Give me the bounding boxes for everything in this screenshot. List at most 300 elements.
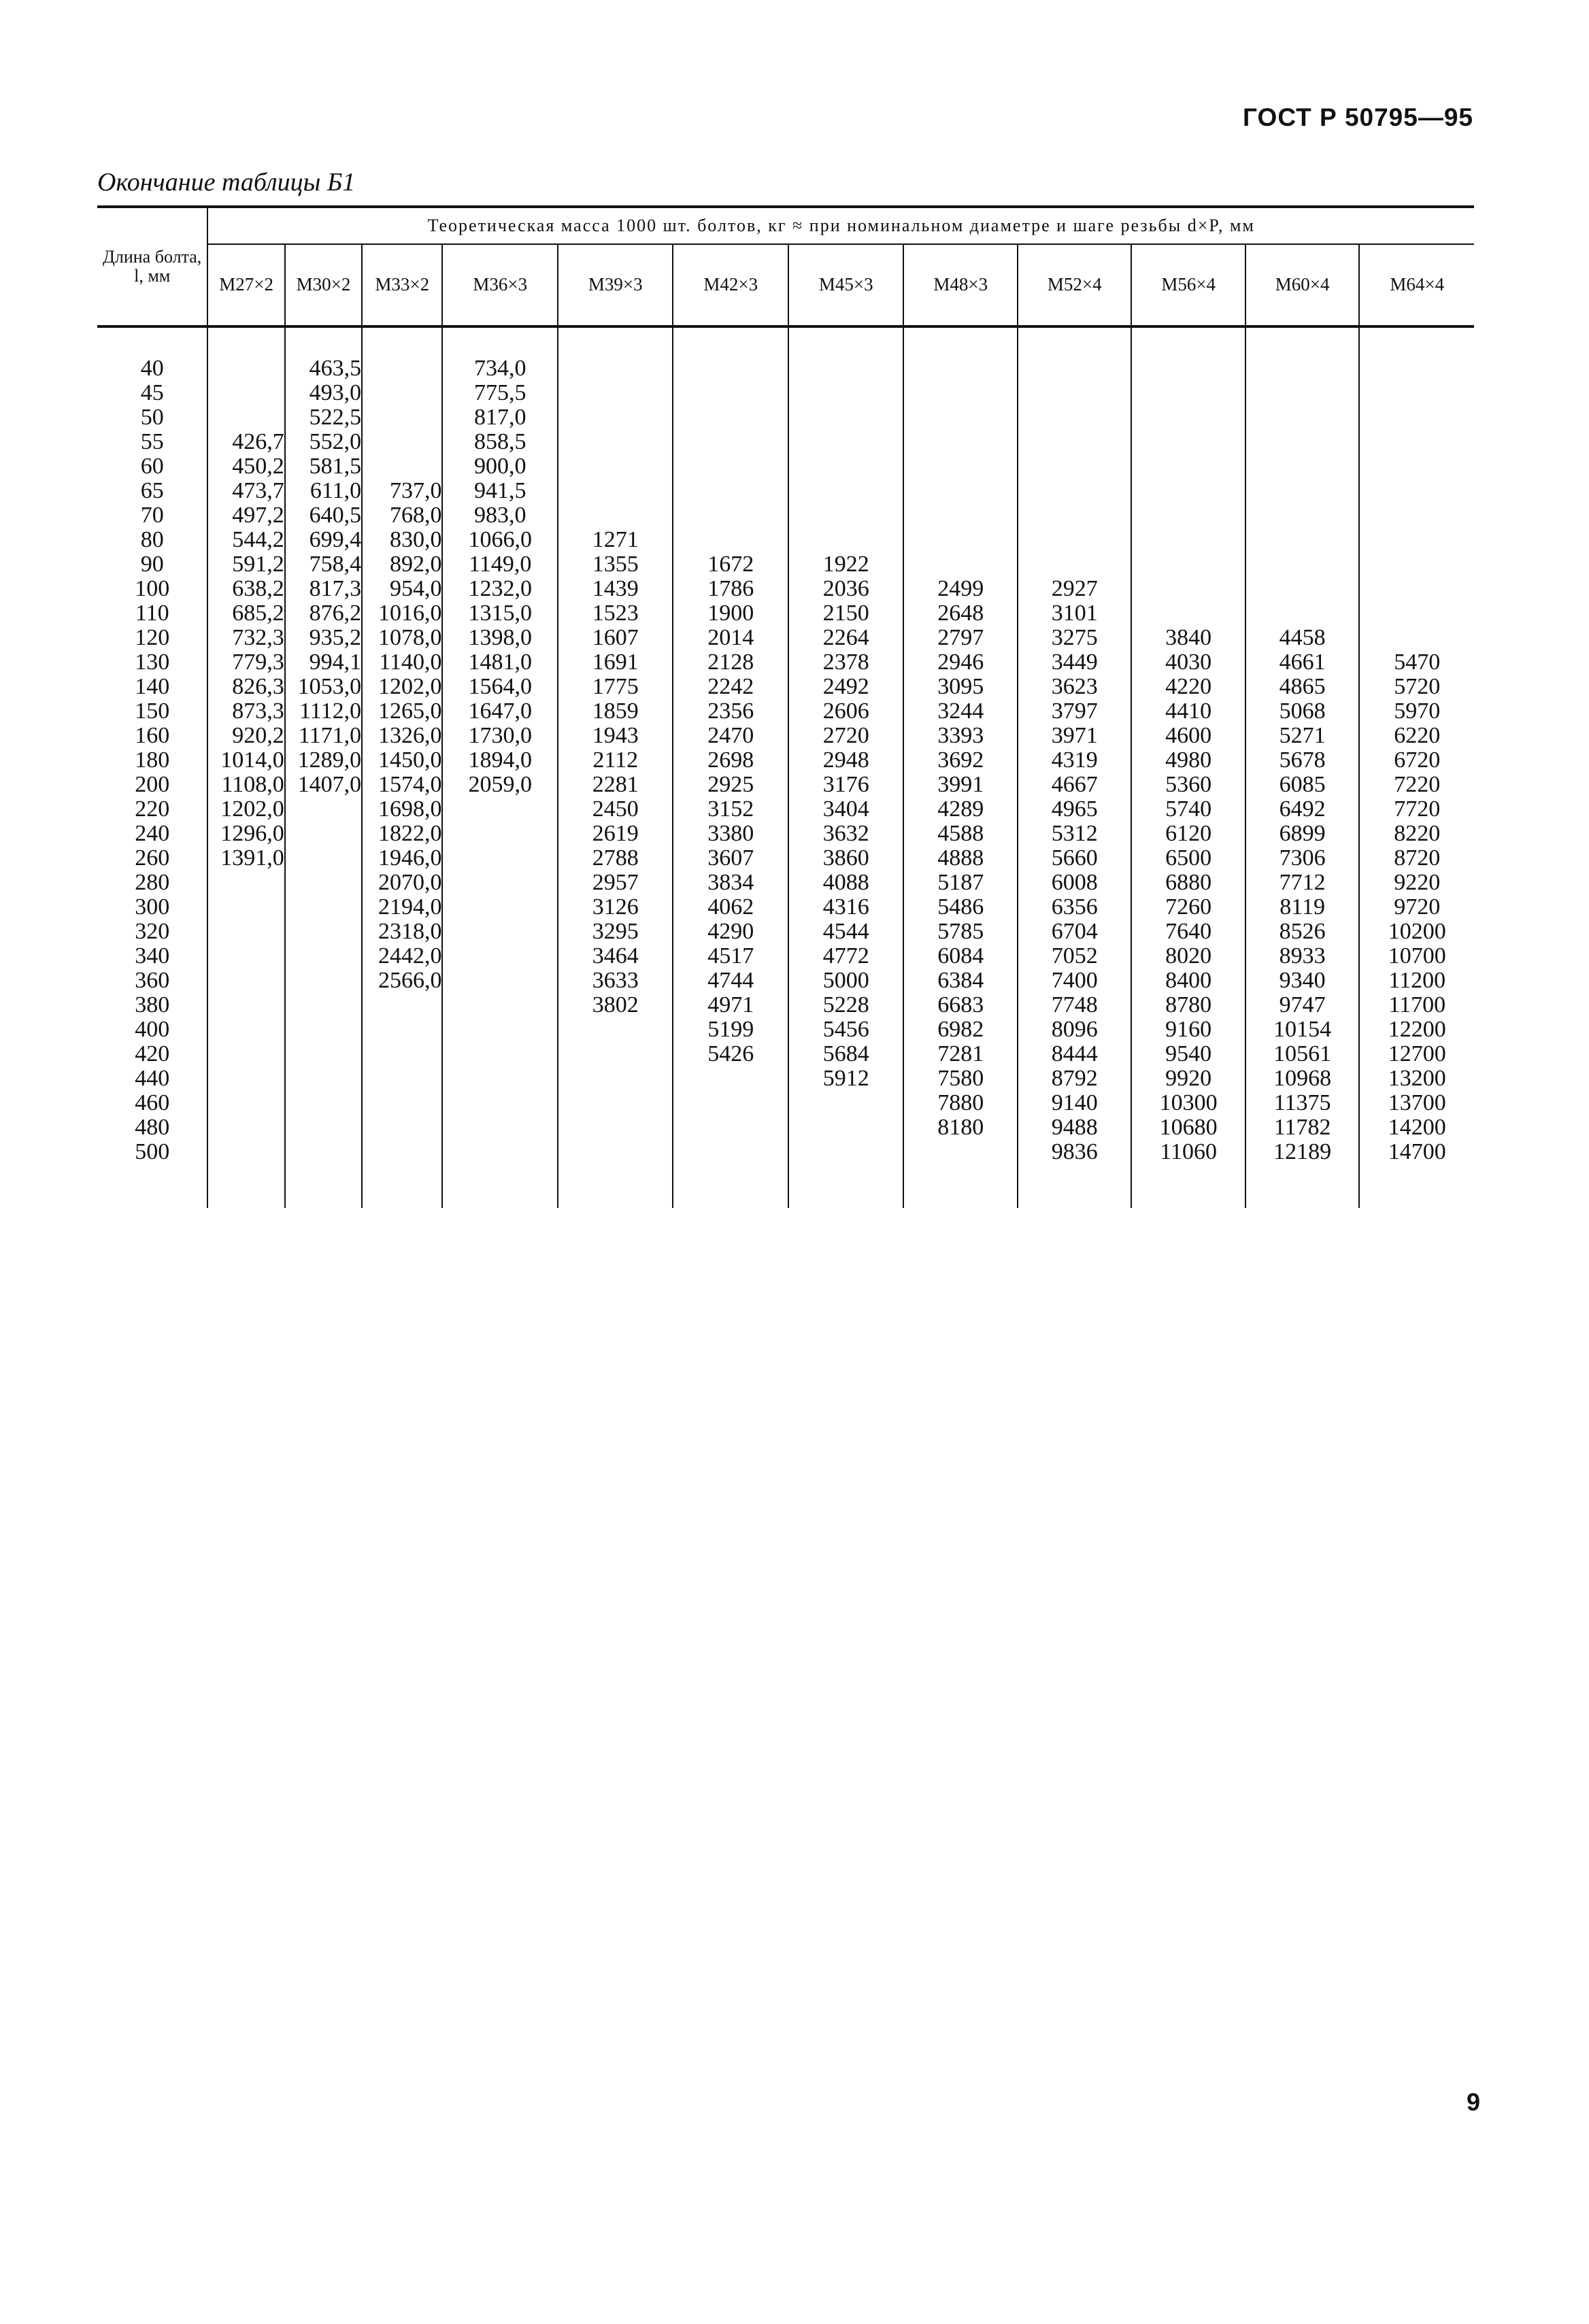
mass-cell: 1523 [558, 601, 673, 626]
table-row [97, 528, 1474, 552]
mass-cell: 7640 [1131, 920, 1245, 944]
mass-cell: 522,5 [285, 405, 362, 430]
mass-cell: 10700 [1388, 943, 1446, 969]
mass-cell: 3275 [1018, 626, 1131, 650]
mass-cell [1018, 405, 1131, 430]
mass-cell: 935,2 [285, 626, 362, 650]
mass-cell: 12700 [1388, 1041, 1446, 1066]
mass-cell: 4980 [1131, 748, 1245, 773]
mass-cell: 4544 [788, 920, 904, 944]
mass-cell: 954,0 [362, 577, 442, 601]
mass-cell: 2036 [788, 577, 904, 601]
column-header: М48×3 [903, 244, 1017, 326]
mass-cell [1131, 405, 1245, 430]
mass-cell [1131, 503, 1245, 528]
mass-cell: 2957 [558, 871, 673, 895]
mass-cell [1131, 552, 1245, 577]
mass-cell: 779,3 [207, 650, 284, 675]
mass-cell [1245, 601, 1359, 626]
mass-cell [558, 479, 673, 503]
column-header: М33×2 [362, 244, 442, 326]
mass-cell: 2128 [673, 650, 788, 675]
length-cell: 220 [97, 797, 207, 822]
table-row [97, 503, 1474, 528]
table-body [97, 326, 1474, 1208]
mass-cell [903, 479, 1017, 503]
mass-cell [673, 356, 788, 381]
mass-cell [442, 871, 558, 895]
mass-cell [285, 1042, 362, 1066]
table-spacer-row [97, 1164, 1474, 1208]
mass-cell [558, 430, 673, 454]
table-row [97, 1091, 1474, 1115]
mass-cell [558, 1066, 673, 1091]
table-row [97, 1042, 1474, 1066]
mass-cell: 2264 [788, 626, 904, 650]
mass-cell: 1202,0 [362, 675, 442, 699]
column-header: М56×4 [1131, 244, 1245, 326]
table-row [97, 626, 1474, 650]
mass-cell [1245, 405, 1359, 430]
mass-cell: 3633 [558, 969, 673, 993]
column-header: М42×3 [673, 244, 788, 326]
table-row [97, 1017, 1474, 1042]
mass-cell: 7400 [1018, 969, 1131, 993]
mass-cell [903, 528, 1017, 552]
mass-cell: 1149,0 [442, 552, 558, 577]
mass-cell [362, 381, 442, 405]
mass-cell: 5720 [1394, 674, 1441, 699]
mass-cell: 7306 [1245, 846, 1359, 871]
mass-cell: 497,2 [207, 503, 284, 528]
mass-cell [1359, 430, 1474, 454]
thread-size-header-row [97, 244, 1474, 326]
mass-cell: 4517 [673, 944, 788, 969]
mass-cell: 4588 [903, 822, 1017, 846]
mass-cell: 9720 [1394, 894, 1441, 920]
mass-cell: 3802 [558, 993, 673, 1017]
mass-cell [903, 552, 1017, 577]
mass-cell [442, 1042, 558, 1066]
mass-cell: 14700 [1388, 1139, 1446, 1164]
mass-cell [362, 1140, 442, 1164]
mass-cell [558, 1091, 673, 1115]
mass-cell [558, 1042, 673, 1066]
mass-cell [1018, 479, 1131, 503]
mass-cell [1131, 528, 1245, 552]
mass-cell [1359, 503, 1474, 528]
mass-cell: 876,2 [285, 601, 362, 626]
mass-cell [442, 1066, 558, 1091]
mass-cell: 3464 [558, 944, 673, 969]
mass-cell [788, 430, 904, 454]
mass-cell: 1672 [673, 552, 788, 577]
mass-cell: 2059,0 [442, 773, 558, 797]
mass-cell: 1140,0 [362, 650, 442, 675]
mass-cell: 6492 [1245, 797, 1359, 822]
mass-cell [558, 454, 673, 479]
mass-cell: 6899 [1245, 822, 1359, 846]
mass-cell: 5187 [903, 871, 1017, 895]
length-cell: 340 [97, 944, 207, 969]
mass-cell: 4289 [903, 797, 1017, 822]
mass-cell: 473,7 [207, 479, 284, 503]
table-row [97, 846, 1474, 871]
mass-cell: 9540 [1131, 1042, 1245, 1066]
mass-cell [285, 1115, 362, 1140]
mass-cell: 4290 [673, 920, 788, 944]
mass-cell [1018, 430, 1131, 454]
mass-cell [673, 454, 788, 479]
mass-cell [1018, 528, 1131, 552]
mass-cell: 5426 [673, 1042, 788, 1066]
length-cell: 60 [97, 454, 207, 479]
mass-cell: 12200 [1388, 1017, 1446, 1042]
mass-cell: 2619 [558, 822, 673, 846]
mass-cell: 9836 [1018, 1140, 1131, 1164]
table-row [97, 381, 1474, 405]
mass-cell [1245, 430, 1359, 454]
mass-cell [285, 797, 362, 822]
length-cell: 480 [97, 1115, 207, 1140]
mass-cell: 3404 [788, 797, 904, 822]
length-cell: 420 [97, 1042, 207, 1066]
length-cell: 55 [97, 430, 207, 454]
table-row [97, 1115, 1474, 1140]
mass-cell: 1171,0 [285, 724, 362, 748]
mass-cell [788, 503, 904, 528]
mass-cell [1245, 479, 1359, 503]
mass-cell: 2927 [1018, 577, 1131, 601]
length-cell: 70 [97, 503, 207, 528]
mass-cell [673, 479, 788, 503]
mass-cell [673, 1091, 788, 1115]
length-cell: 110 [97, 601, 207, 626]
mass-cell: 3991 [903, 773, 1017, 797]
mass-cell [558, 381, 673, 405]
mass-cell [442, 1091, 558, 1115]
column-header: М45×3 [788, 244, 904, 326]
mass-cell: 5785 [903, 920, 1017, 944]
length-cell: 50 [97, 405, 207, 430]
length-cell: 130 [97, 650, 207, 675]
mass-cell [1131, 454, 1245, 479]
table-row [97, 920, 1474, 944]
mass-cell: 463,5 [285, 356, 362, 381]
mass-cell [362, 1066, 442, 1091]
mass-cell [285, 1091, 362, 1115]
mass-cell: 10680 [1131, 1115, 1245, 1140]
table-row [97, 724, 1474, 748]
mass-cell [285, 1066, 362, 1091]
mass-cell: 2318,0 [362, 920, 442, 944]
mass-cell [207, 1091, 284, 1115]
mass-cell: 6084 [903, 944, 1017, 969]
mass-cell: 3393 [903, 724, 1017, 748]
mass-cell [903, 381, 1017, 405]
mass-cell [673, 405, 788, 430]
mass-cell: 775,5 [442, 381, 558, 405]
mass-cell [362, 454, 442, 479]
mass-cell: 6008 [1018, 871, 1131, 895]
mass-cell [207, 920, 284, 944]
mass-cell: 5199 [673, 1017, 788, 1042]
length-cell: 200 [97, 773, 207, 797]
mass-cell [1245, 503, 1359, 528]
mass-cell: 2698 [673, 748, 788, 773]
mass-cell: 3101 [1018, 601, 1131, 626]
mass-cell: 8780 [1131, 993, 1245, 1017]
mass-cell: 1265,0 [362, 699, 442, 724]
mass-cell [362, 993, 442, 1017]
mass-cell: 3176 [788, 773, 904, 797]
length-column-header: Длина болта, l, мм [97, 207, 207, 326]
mass-cell: 4316 [788, 895, 904, 920]
mass-cell: 9340 [1245, 969, 1359, 993]
mass-cell [673, 1140, 788, 1164]
mass-cell [673, 381, 788, 405]
mass-cell: 758,4 [285, 552, 362, 577]
length-cell: 360 [97, 969, 207, 993]
mass-cell: 11782 [1245, 1115, 1359, 1140]
mass-cell: 13700 [1388, 1090, 1446, 1115]
mass-cell: 8933 [1245, 944, 1359, 969]
mass-cell: 4772 [788, 944, 904, 969]
bolt-mass-table [97, 205, 1474, 1208]
document-number: ГОСТ Р 50795—95 [1243, 103, 1473, 131]
mass-cell [285, 920, 362, 944]
mass-cell [1131, 577, 1245, 601]
mass-cell: 983,0 [442, 503, 558, 528]
mass-cell [1131, 601, 1245, 626]
mass-cell [903, 503, 1017, 528]
mass-cell: 2788 [558, 846, 673, 871]
mass-cell [1359, 577, 1474, 601]
length-cell: 40 [97, 356, 207, 381]
mass-cell [362, 1115, 442, 1140]
mass-cell: 3095 [903, 675, 1017, 699]
mass-cell: 10300 [1131, 1091, 1245, 1115]
mass-cell [1131, 430, 1245, 454]
mass-cell: 1391,0 [207, 846, 284, 871]
mass-cell: 2566,0 [362, 969, 442, 993]
mass-cell: 3380 [673, 822, 788, 846]
mass-cell: 768,0 [362, 503, 442, 528]
mass-cell [1018, 356, 1131, 381]
mass-cell: 6704 [1018, 920, 1131, 944]
mass-cell: 1822,0 [362, 822, 442, 846]
mass-cell: 11200 [1388, 968, 1446, 993]
mass-cell: 9920 [1131, 1066, 1245, 1091]
mass-cell: 3632 [788, 822, 904, 846]
mass-cell: 11375 [1245, 1091, 1359, 1115]
length-cell: 90 [97, 552, 207, 577]
length-cell: 320 [97, 920, 207, 944]
mass-cell: 2492 [788, 675, 904, 699]
mass-cell: 2112 [558, 748, 673, 773]
mass-cell [673, 1066, 788, 1091]
mass-cell: 817,0 [442, 405, 558, 430]
mass-cell: 734,0 [442, 356, 558, 381]
mass-cell [1359, 454, 1474, 479]
mass-cell: 1016,0 [362, 601, 442, 626]
mass-cell [362, 356, 442, 381]
mass-cell: 1202,0 [207, 797, 284, 822]
mass-cell: 1078,0 [362, 626, 442, 650]
mass-cell: 2070,0 [362, 871, 442, 895]
mass-cell: 2946 [903, 650, 1017, 675]
mass-cell [558, 1140, 673, 1164]
mass-cell: 6356 [1018, 895, 1131, 920]
mass-cell [442, 1017, 558, 1042]
mass-cell: 10561 [1245, 1042, 1359, 1066]
mass-cell: 3607 [673, 846, 788, 871]
mass-cell: 4088 [788, 871, 904, 895]
mass-cell: 3449 [1018, 650, 1131, 675]
mass-cell [207, 944, 284, 969]
mass-cell: 426,7 [207, 430, 284, 454]
mass-cell: 7052 [1018, 944, 1131, 969]
length-cell: 400 [97, 1017, 207, 1042]
mass-cell: 5912 [788, 1066, 904, 1091]
mass-cell: 2450 [558, 797, 673, 822]
mass-cell: 638,2 [207, 577, 284, 601]
mass-cell: 4220 [1131, 675, 1245, 699]
mass-cell: 2797 [903, 626, 1017, 650]
mass-cell [442, 797, 558, 822]
mass-cell [788, 356, 904, 381]
mass-cell: 6720 [1394, 747, 1441, 773]
mass-cell [788, 454, 904, 479]
mass-cell: 1607 [558, 626, 673, 650]
mass-cell: 6683 [903, 993, 1017, 1017]
mass-cell: 9488 [1018, 1115, 1131, 1140]
length-cell: 500 [97, 1140, 207, 1164]
mass-cell: 994,1 [285, 650, 362, 675]
mass-cell [1018, 503, 1131, 528]
mass-cell: 5740 [1131, 797, 1245, 822]
mass-cell [788, 1140, 904, 1164]
mass-cell [788, 479, 904, 503]
mass-cell: 1407,0 [285, 773, 362, 797]
mass-cell: 14200 [1388, 1115, 1446, 1140]
mass-cell [558, 405, 673, 430]
mass-cell: 941,5 [442, 479, 558, 503]
mass-cell [442, 969, 558, 993]
mass-cell: 4319 [1018, 748, 1131, 773]
mass-cell [207, 1115, 284, 1140]
mass-cell [558, 1017, 673, 1042]
mass-cell: 2948 [788, 748, 904, 773]
mass-cell: 4667 [1018, 773, 1131, 797]
mass-cell: 10968 [1245, 1066, 1359, 1091]
mass-cell [1359, 356, 1474, 381]
length-cell: 460 [97, 1091, 207, 1115]
mass-cell: 6500 [1131, 846, 1245, 871]
mass-cell [1245, 454, 1359, 479]
mass-cell: 2648 [903, 601, 1017, 626]
mass-cell: 830,0 [362, 528, 442, 552]
table-row [97, 356, 1474, 381]
mass-cell: 8220 [1394, 821, 1441, 846]
mass-cell [1245, 356, 1359, 381]
mass-cell: 1014,0 [207, 748, 284, 773]
mass-cell [1131, 479, 1245, 503]
mass-cell: 4410 [1131, 699, 1245, 724]
mass-cell: 3797 [1018, 699, 1131, 724]
mass-cell [903, 405, 1017, 430]
mass-cell [285, 1017, 362, 1042]
mass-cell [285, 822, 362, 846]
mass-cell [362, 1042, 442, 1066]
mass-cell: 7880 [903, 1091, 1017, 1115]
mass-cell: 5684 [788, 1042, 904, 1066]
mass-cell [207, 1017, 284, 1042]
mass-cell: 2194,0 [362, 895, 442, 920]
mass-cell: 8792 [1018, 1066, 1131, 1091]
table-row [97, 552, 1474, 577]
column-header: М64×4 [1359, 244, 1474, 326]
mass-cell: 5000 [788, 969, 904, 993]
mass-cell [207, 969, 284, 993]
mass-cell: 5470 [1394, 650, 1441, 675]
mass-cell [1359, 552, 1474, 577]
mass-cell [788, 405, 904, 430]
mass-cell [207, 1140, 284, 1164]
mass-cell: 3295 [558, 920, 673, 944]
mass-cell: 2470 [673, 724, 788, 748]
mass-cell: 4062 [673, 895, 788, 920]
mass-cell: 5678 [1245, 748, 1359, 773]
mass-cell [903, 454, 1017, 479]
mass-cell: 4971 [673, 993, 788, 1017]
mass-cell [207, 871, 284, 895]
mass-cell [558, 1115, 673, 1140]
mass-cell: 5068 [1245, 699, 1359, 724]
mass-cell: 3244 [903, 699, 1017, 724]
mass-cell: 13200 [1388, 1066, 1446, 1091]
mass-cell [1359, 479, 1474, 503]
mass-cell [442, 920, 558, 944]
mass-cell: 6085 [1245, 773, 1359, 797]
mass-cell [442, 1140, 558, 1164]
mass-cell: 6384 [903, 969, 1017, 993]
mass-cell [788, 1115, 904, 1140]
mass-cell: 7580 [903, 1066, 1017, 1091]
mass-cell: 1564,0 [442, 675, 558, 699]
mass-cell: 1066,0 [442, 528, 558, 552]
mass-cell: 1326,0 [362, 724, 442, 748]
mass-cell: 737,0 [362, 479, 442, 503]
mass-cell [558, 503, 673, 528]
mass-cell: 5456 [788, 1017, 904, 1042]
mass-cell [1359, 626, 1474, 650]
mass-cell: 4744 [673, 969, 788, 993]
table-row [97, 944, 1474, 969]
mass-cell [362, 430, 442, 454]
mass-cell [788, 1091, 904, 1115]
mass-cell: 3126 [558, 895, 673, 920]
mass-cell: 699,4 [285, 528, 362, 552]
mass-cell [673, 430, 788, 454]
mass-cell: 6120 [1131, 822, 1245, 846]
mass-cell: 8020 [1131, 944, 1245, 969]
mass-cell: 3971 [1018, 724, 1131, 748]
mass-cell: 2014 [673, 626, 788, 650]
mass-cell: 817,3 [285, 577, 362, 601]
length-cell: 140 [97, 675, 207, 699]
mass-cell [285, 993, 362, 1017]
